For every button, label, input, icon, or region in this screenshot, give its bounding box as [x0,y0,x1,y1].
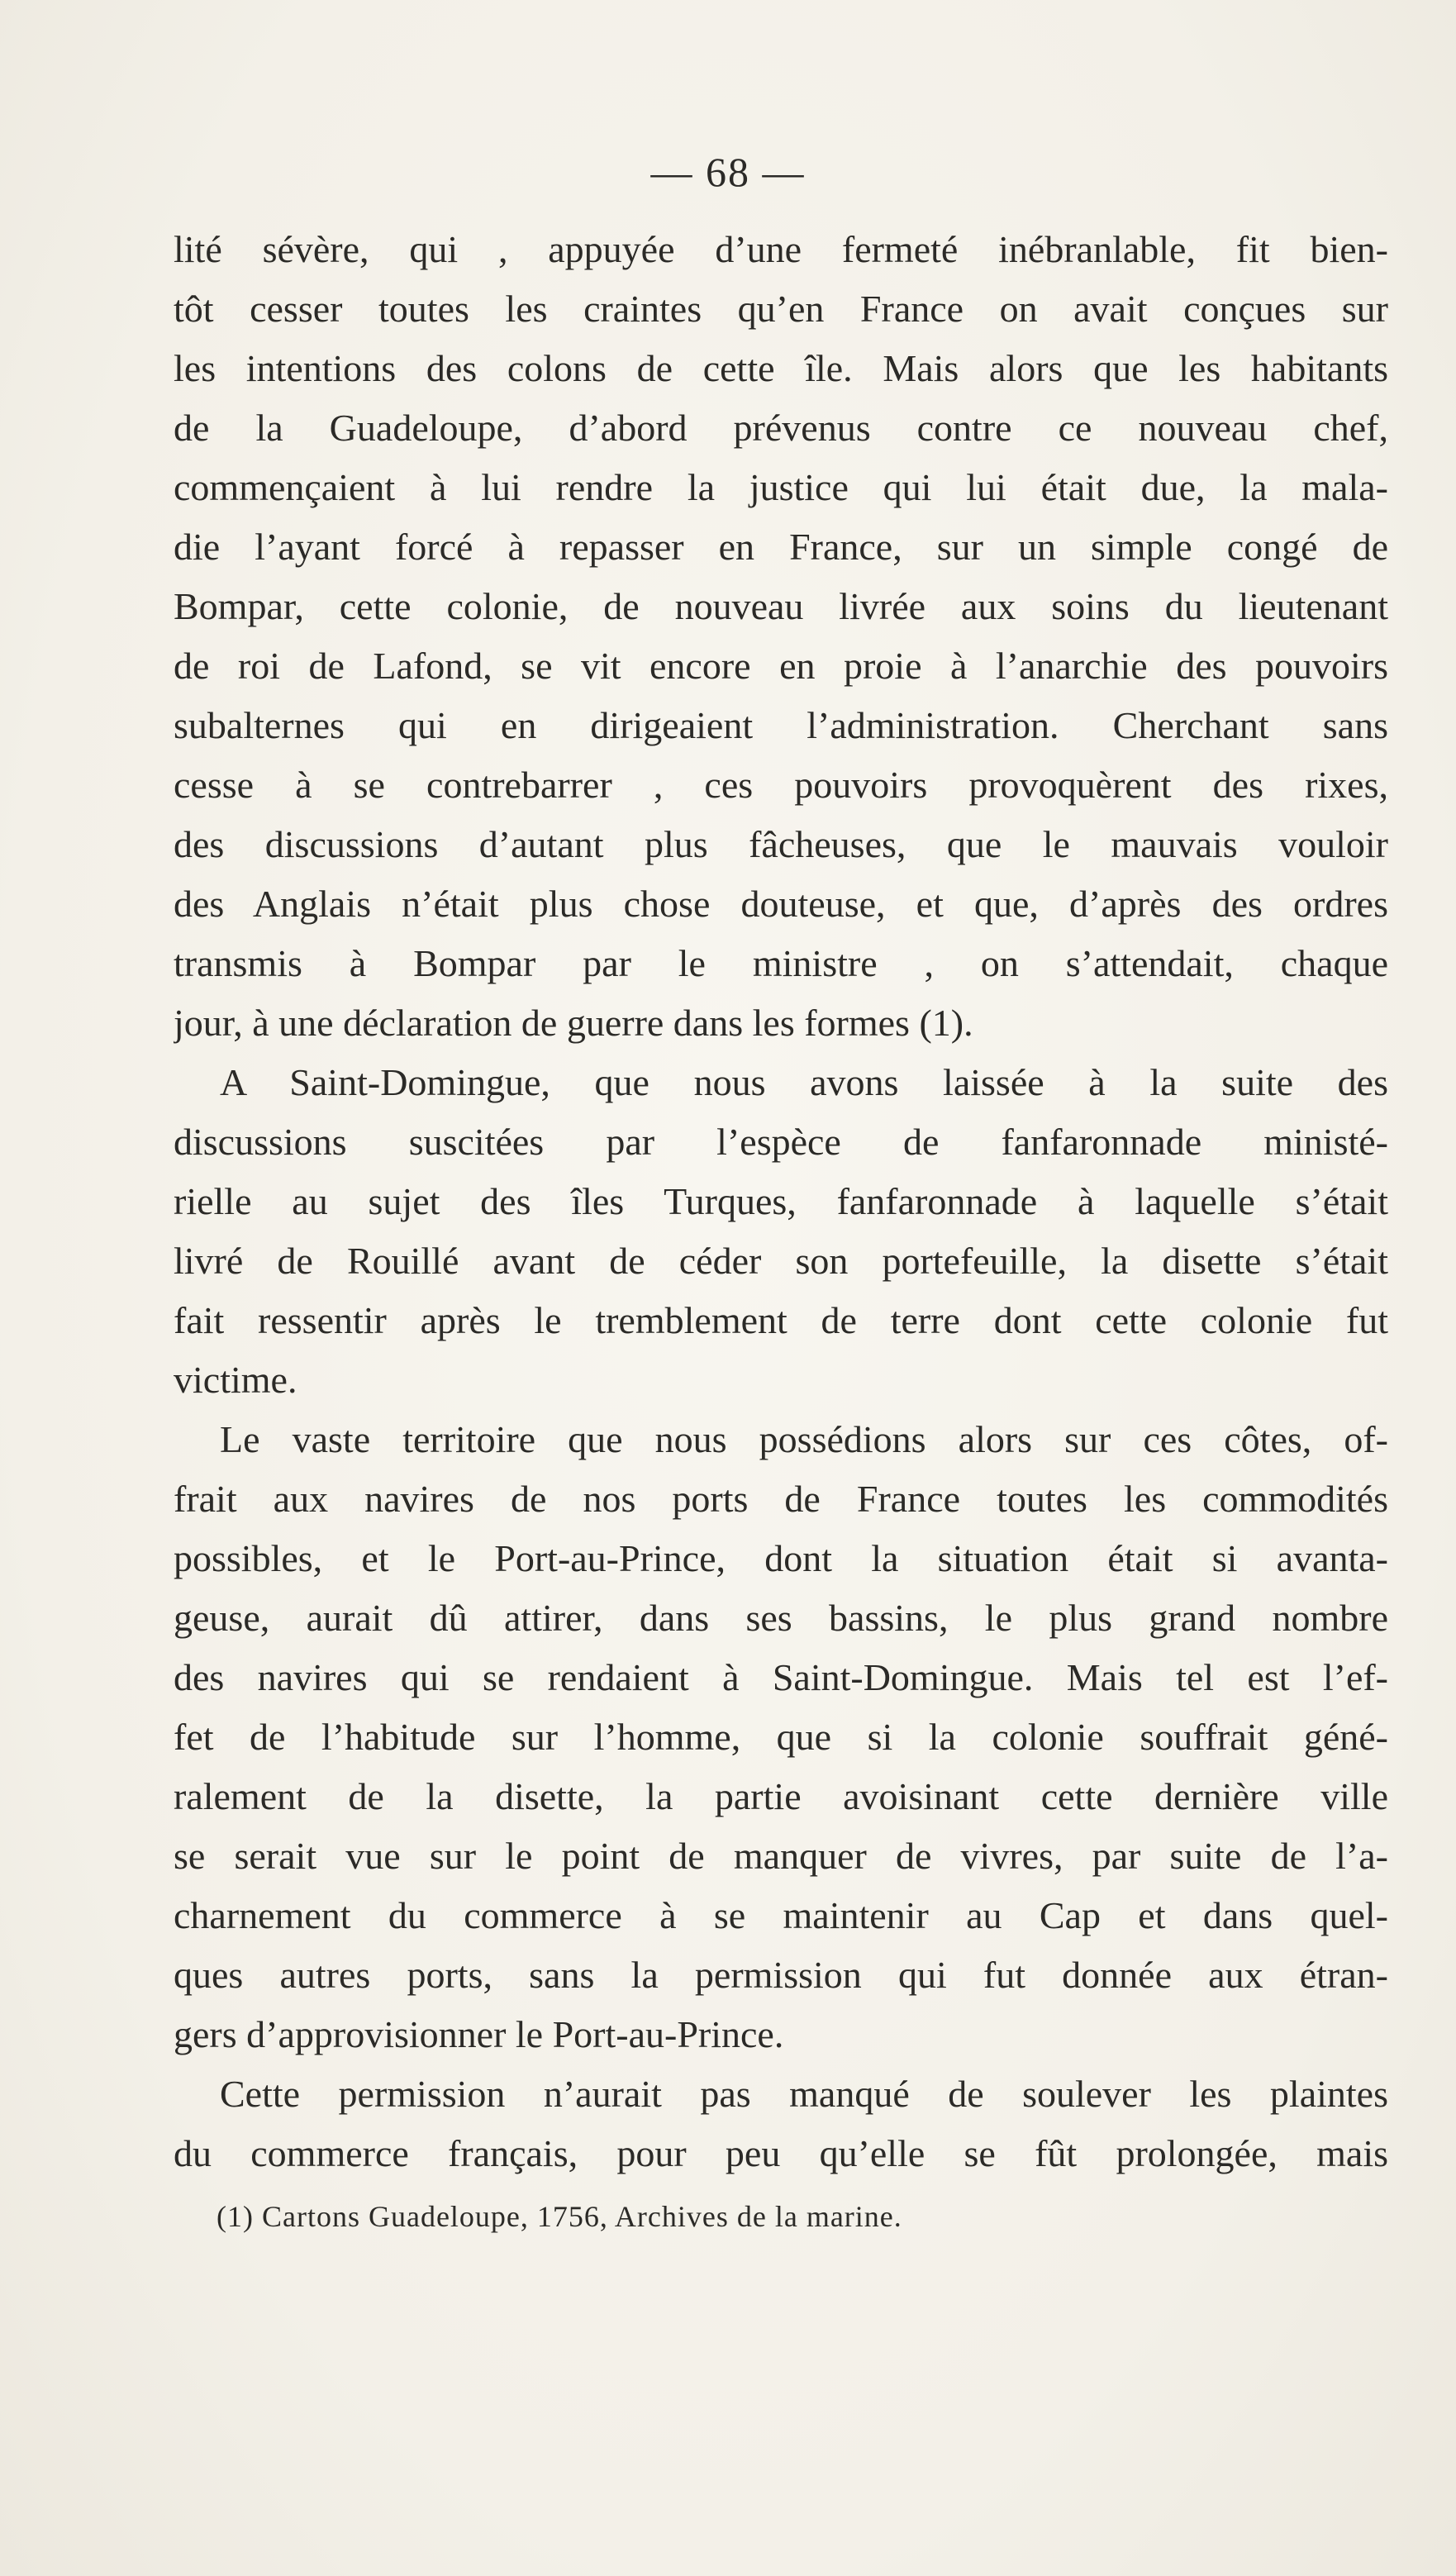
text-line: Cette permission n’aurait pas manqué de soulever les plaintes [220,2073,1388,2115]
text-line: des discussions d’autant plus fâcheuses, que le mauvais vouloir [174,823,1388,865]
text-line: des Anglais n’était plus chose douteuse, et que, d’après des ordres [174,883,1388,925]
text-line: rielle au sujet des îles Turques, fanfaronnade à laquelle s’était [174,1180,1388,1222]
text-line: fait ressentir après le tremblement de terre dont cette colonie fut [174,1299,1388,1341]
text-line: ralement de la disette, la partie avoisinant cette dernière ville [174,1775,1388,1817]
text-line: charnement du commerce à se maintenir au Cap et dans quel- [174,1894,1388,1936]
text-line: cesse à se contrebarrer , ces pouvoirs provoquèrent des rixes, [174,764,1388,806]
text-line: frait aux navires de nos ports de France toutes les commodités [174,1478,1388,1520]
text-line: jour, à une déclaration de guerre dans les formes (1). [174,1002,973,1044]
text-line: de roi de Lafond, se vit encore en proie à l’anarchie des pouvoirs [174,645,1388,687]
text-line: A Saint-Domingue, que nous avons laissée à la suite des [220,1061,1388,1103]
text-line: Le vaste territoire que nous possédions alors sur ces côtes, of- [220,1418,1388,1460]
text-line: des navires qui se rendaient à Saint-Domingue. Mais tel est l’ef- [174,1656,1388,1698]
text-line: commençaient à lui rendre la justice qui lui était due, la mala- [174,466,1388,508]
text-line: livré de Rouillé avant de céder son portefeuille, la disette s’était [174,1240,1388,1282]
text-line: les intentions des colons de cette île. Mais alors que les habitants [174,347,1388,389]
body-text [174,220,1388,2183]
text-line: geuse, aurait dû attirer, dans ses bassins, le plus grand nombre [174,1597,1388,1639]
text-line: ques autres ports, sans la permission qui fut donnée aux étran- [174,1954,1388,1996]
text-line: de la Guadeloupe, d’abord prévenus contre ce nouveau chef, [174,407,1388,449]
text-line: fet de l’habitude sur l’homme, que si la colonie souffrait géné- [174,1716,1388,1758]
text-line: se serait vue sur le point de manquer de vivres, par suite de l’a- [174,1835,1388,1877]
text-line: subalternes qui en dirigeaient l’administration. Cherchant sans [174,704,1388,746]
text-line: possibles, et le Port-au-Prince, dont la situation était si avanta- [174,1537,1388,1579]
text-line: discussions suscitées par l’espèce de fanfaronnade ministé- [174,1121,1388,1163]
text-line: du commerce français, pour peu qu’elle se fût prolongée, mais [174,2132,1388,2174]
text-line: Bompar, cette colonie, de nouveau livrée aux soins du lieutenant [174,585,1388,627]
text-line: lité sévère, qui , appuyée d’une fermeté inébranlable, fit bien- [174,228,1388,270]
text-line: transmis à Bompar par le ministre , on s’attendait, chaque [174,942,1388,984]
page-number: — 68 — [650,149,806,195]
text-line: tôt cesser toutes les craintes qu’en France on avait conçues sur [174,288,1388,330]
text-line: victime. [174,1359,297,1401]
text-line: gers d’approvisionner le Port-au-Prince. [174,2013,784,2055]
text-line: die l’ayant forcé à repasser en France, sur un simple congé de [174,526,1388,568]
footnote: (1) Cartons Guadeloupe, 1756, Archives de la marine. [216,2200,902,2233]
